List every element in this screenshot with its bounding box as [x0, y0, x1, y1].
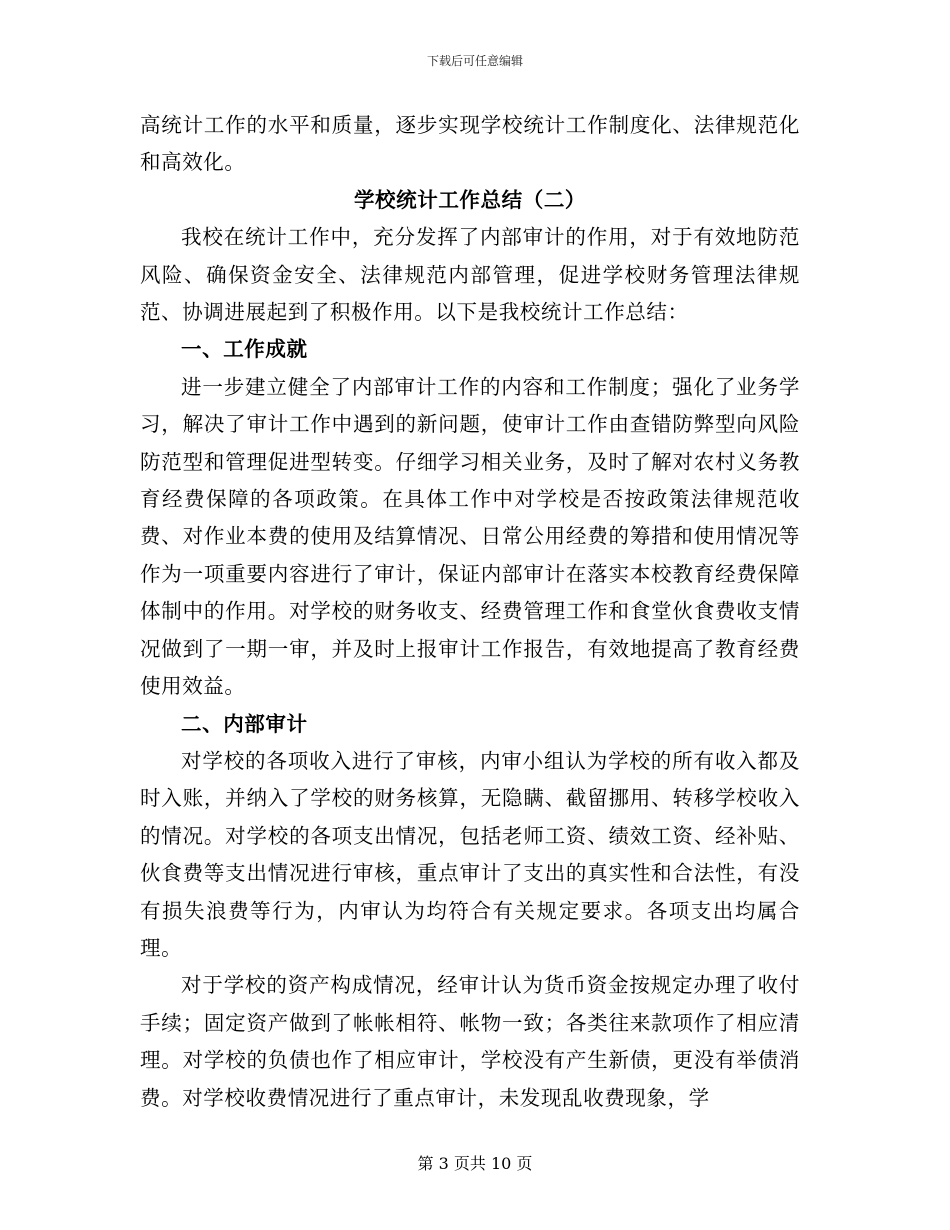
achievements-paragraph: 进一步建立健全了内部审计工作的内容和工作制度；强化了业务学习，解决了审计工作中遇到的新问题，使审计工作由查错防弊型向风险防范型和管理促进型转变。仔细学习相关业务，及时了解对农村义务教育经费保障的各项政策。在具体工作中对学校是否按政策法律规范收费、对作业本费的使用及结算情况、日常公用经费的筹措和使用情况等作为一项重要内容进行了审计，保证内部审计在落实本校教育经费保障体制中的作用。对学校的财务收支、经费管理工作和食堂伙食费收支情况做到了一期一审，并及时上报审计工作报告，有效地提高了教育经费使用效益。 — [140, 374, 800, 699]
audit-income-paragraph: 对学校的各项收入进行了审核，内审小组认为学校的所有收入都及时入账，并纳入了学校的财务核算，无隐瞒、截留挪用、转移学校收入的情况。对学校的各项支出情况，包括老师工资、绩效工资、经补贴、伙食费等支出情况进行审核，重点审计了支出的真实性和合法性，有没有损失浪费等行为，内审认为均符合有关规定要求。各项支出均属合理。 — [140, 748, 800, 960]
continuation-paragraph: 高统计工作的水平和质量，逐步实现学校统计工作制度化、法律规范化和高效化。 — [140, 113, 800, 175]
section-title: 学校统计工作总结（二） — [353, 187, 587, 212]
page-header-note: 下载后可任意编辑 — [426, 54, 523, 68]
audit-assets-paragraph: 对于学校的资产构成情况，经审计认为货币资金按规定办理了收付手续；固定资产做到了帐帐相符、帐物一致；各类往来款项作了相应清理。对学校的负债也作了相应审计，学校没有产生新债，更没有举债消费。对学校收费情况进行了重点审计，未发现乱收费现象，学 — [140, 973, 800, 1110]
heading-work-achievements: 一、工作成就 — [181, 337, 308, 362]
intro-paragraph: 我校在统计工作中，充分发挥了内部审计的作用，对于有效地防范风险、确保资金安全、法律规范内部管理，促进学校财务管理法律规范、协调进展起到了积极作用。以下是我校统计工作总结： — [140, 225, 800, 325]
document-body — [140, 107, 800, 1117]
heading-internal-audit: 二、内部审计 — [181, 711, 308, 736]
page-number: 第 3 页共 10 页 — [417, 1154, 533, 1173]
